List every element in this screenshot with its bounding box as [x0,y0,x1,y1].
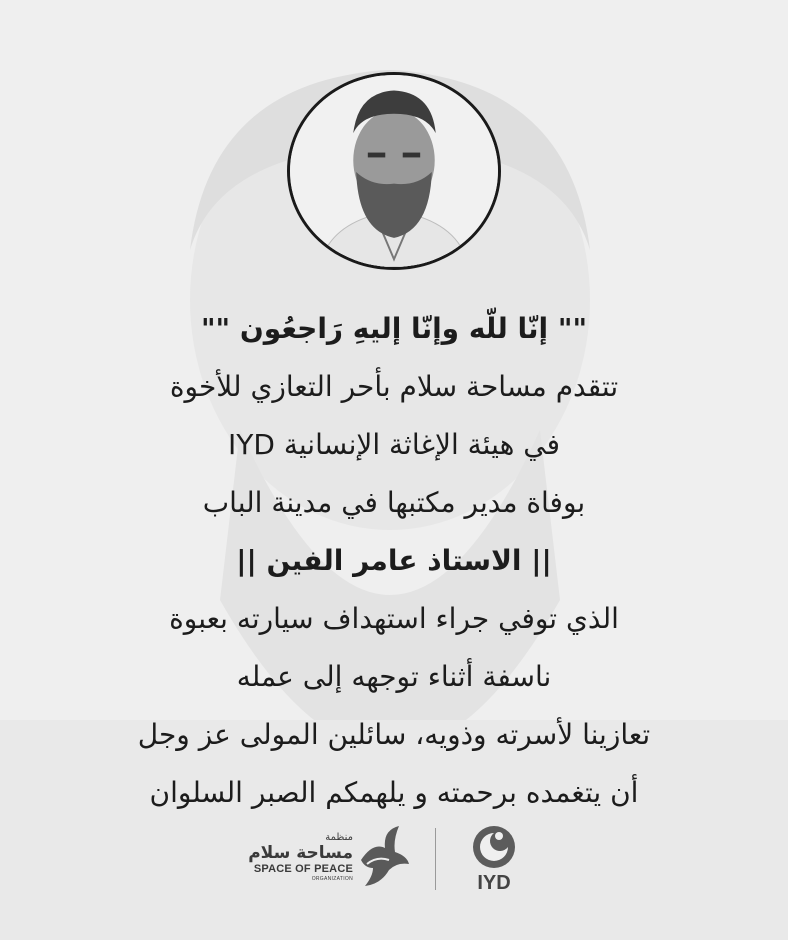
message-line-7: تعازينا لأسرته وذويه، سائلين المولى عز وجل [137,718,651,751]
iyd-emblem-icon [471,824,517,870]
condolence-message [40,300,748,822]
deceased-name: || الاستاذ عامر الفين || [236,544,552,577]
message-line-3: بوفاة مدير مكتبها في مدينة الباب [202,486,586,519]
space-of-peace-logo [245,818,425,898]
quran-verse: "" إنّا للّه وإنّا إليهِ رَاجعُون "" [200,312,588,345]
sop-arabic-name: مساحة سلام [248,843,353,863]
sop-arabic-org-label: منظمة [325,832,353,843]
sop-organization-label: ORGANIZATION [311,876,353,882]
deceased-portrait-photo [287,72,501,270]
dove-icon [355,824,411,890]
logo-divider [435,828,436,890]
message-line-2: في هيئة الإغاثة الإنسانية IYD [228,428,560,461]
iyd-logo [465,822,525,898]
message-line-8: أن يتغمده برحمته و يلهمكم الصبر السلوان [149,776,639,809]
sop-english-name: SPACE OF PEACE [253,863,353,875]
message-line-5: الذي توفي جراء استهداف سيارته بعبوة [169,602,619,635]
message-line-6: ناسفة أثناء توجهه إلى عمله [236,660,552,693]
message-line-1: تتقدم مساحة سلام بأحر التعازي للأخوة [169,370,619,403]
iyd-label: IYD [477,872,511,894]
footer-logos [245,818,545,898]
space-of-peace-wordmark [245,832,353,883]
